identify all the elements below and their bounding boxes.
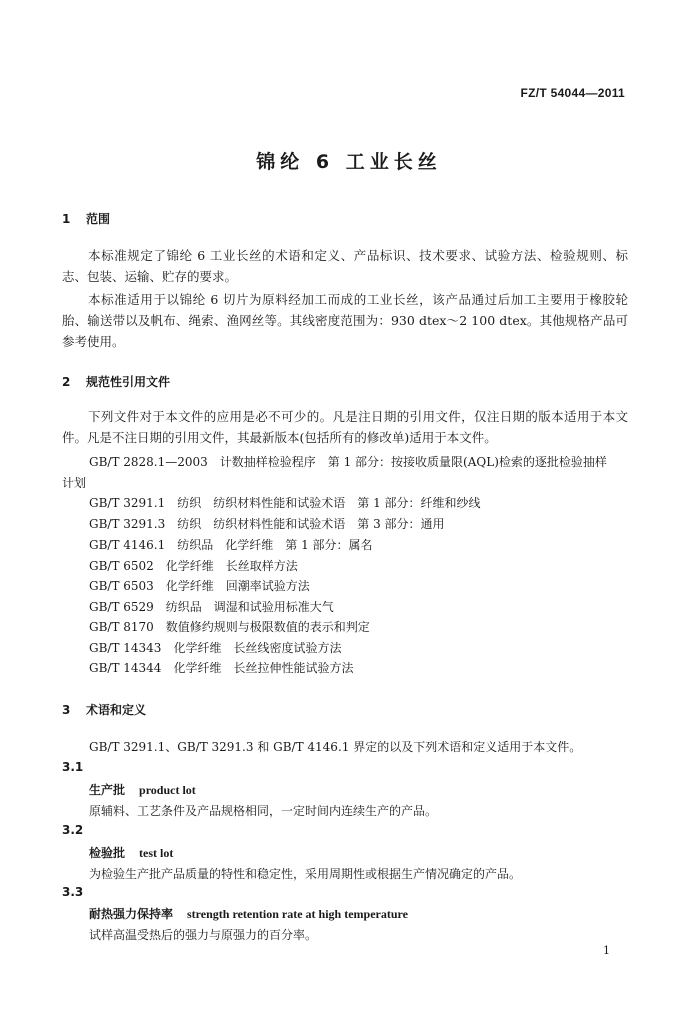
term-number: 3.3 — [62, 885, 84, 899]
standard-code: FZ/T 54044—2011 — [520, 86, 625, 100]
section-title: 术语和定义 — [86, 703, 147, 717]
reference-item-continuation: 计划 — [62, 476, 87, 490]
term-english: test lot — [139, 846, 174, 860]
section-1-paragraph-2: 本标准适用于以锦纶 6 切片为原料经加工而成的工业长丝，该产品通过后加工主要用于橡胶轮胎、输送带以及帆布、绳索、渔网丝等。其线密度范围为：930 dtex～2 100 dtex。其他规格产品可参考使用。 — [62, 292, 628, 349]
section-2-intro: 下列文件对于本文件的应用是必不可少的。凡是注日期的引用文件，仅注日期的版本适用于本文件。凡是不注日期的引用文件，其最新版本(包括所有的修改单)适用于本文件。 — [62, 409, 628, 445]
section-number: 3 — [62, 703, 71, 717]
page-number: 1 — [603, 944, 610, 957]
reference-item: GB/T 8170 数值修约规则与极限数值的表示和判定 — [89, 620, 370, 634]
reference-item: GB/T 6529 纺织品 调湿和试验用标准大气 — [89, 600, 334, 614]
term-definition: 试样高温受热后的强力与原强力的百分率。 — [89, 928, 318, 942]
reference-item: GB/T 3291.3 纺织 纺织材料性能和试验术语 第 3 部分：通用 — [89, 517, 445, 531]
term-number: 3.2 — [62, 823, 84, 837]
term-chinese: 检验批 — [89, 846, 126, 860]
section-1-heading — [62, 210, 110, 227]
reference-item: GB/T 6502 化学纤维 长丝取样方法 — [89, 559, 298, 573]
section-number: 2 — [62, 375, 71, 389]
reference-item: GB/T 4146.1 纺织品 化学纤维 第 1 部分：属名 — [89, 538, 373, 552]
reference-item: GB/T 2828.1—2003 计数抽样检验程序 第 1 部分：按接收质量限(AQL)检索的逐批检验抽样 — [89, 455, 607, 469]
section-2-heading — [62, 373, 170, 390]
term-name — [89, 844, 173, 861]
term-chinese: 生产批 — [89, 783, 126, 797]
section-title: 规范性引用文件 — [86, 375, 171, 389]
term-definition: 原辅料、工艺条件及产品规格相同，一定时间内连续生产的产品。 — [89, 804, 438, 818]
term-definition: 为检验生产批产品质量的特性和稳定性，采用周期性或根据生产情况确定的产品。 — [89, 867, 522, 881]
reference-item: GB/T 14344 化学纤维 长丝拉伸性能试验方法 — [89, 661, 354, 675]
reference-item: GB/T 3291.1 纺织 纺织材料性能和试验术语 第 1 部分：纤维和纱线 — [89, 496, 481, 510]
term-english: product lot — [139, 783, 196, 797]
section-3-intro: GB/T 3291.1、GB/T 3291.3 和 GB/T 4146.1 界定的以及下列术语和定义适用于本文件。 — [89, 740, 582, 754]
section-3-heading — [62, 701, 146, 718]
term-name — [89, 905, 408, 922]
section-number: 1 — [62, 212, 71, 226]
term-english: strength retention rate at high temperature — [187, 907, 408, 921]
term-chinese: 耐热强力保持率 — [89, 907, 174, 921]
term-name — [89, 781, 196, 798]
section-1-paragraph-1: 本标准规定了锦纶 6 工业长丝的术语和定义、产品标识、技术要求、试验方法、检验规则、标志、包装、运输、贮存的要求。 — [62, 248, 628, 284]
term-number: 3.1 — [62, 760, 84, 774]
reference-item: GB/T 6503 化学纤维 回潮率试验方法 — [89, 579, 310, 593]
reference-item: GB/T 14343 化学纤维 长丝线密度试验方法 — [89, 641, 342, 655]
document-title: 锦纶 6 工业长丝 — [256, 151, 442, 173]
section-title: 范围 — [86, 212, 111, 226]
